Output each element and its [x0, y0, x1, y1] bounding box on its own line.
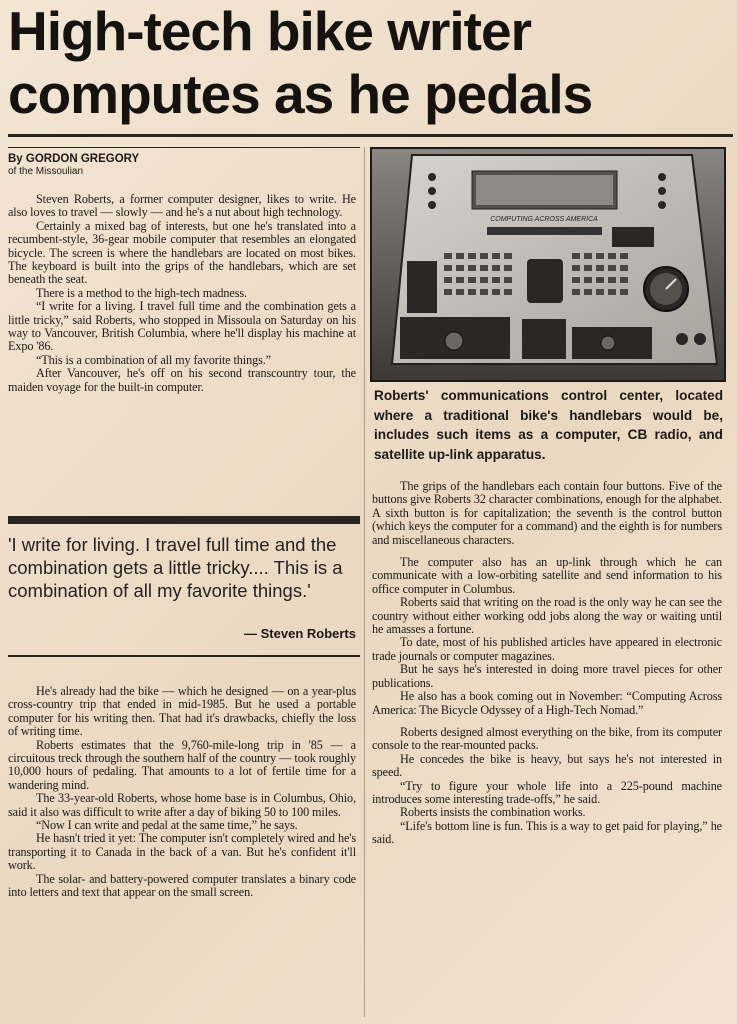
paragraph: He also has a book coming out in November: “Computing Across America: The Bicycle Odyssey of a High-Tech Nomad.”	[372, 689, 722, 717]
paragraph: He hasn't tried it yet: The computer isn't completely wired and he's transporting it to Canada in the back of a van. But he's confident it'll work.	[8, 831, 356, 873]
paragraph: Roberts estimates that the 9,760-mile-long trip in '85 — a circuitous treck through the southern half of the country — took roughly 10,000 hours of pedaling. That amounts to a lot of fertile time for a wandering mind.	[8, 737, 356, 792]
paragraph: The 33-year-old Roberts, whose home base is in Columbus, Ohio, said it also was difficult to write after a day of biking 50 to 100 miles.	[8, 791, 356, 819]
paragraph: “I write for a living. I travel full time and the combination gets a little tricky,” said Roberts, who stopped in Missoula on Saturday on his way to Vancouver, British Columbia, where he'll display his machine at Expo '86.	[8, 299, 356, 354]
paragraph: “This is a combination of all my favorite things.”	[36, 352, 271, 367]
column-1-top	[8, 193, 356, 394]
paragraph: “Life's bottom line is fun. This is a way to get paid for playing,” he said.	[372, 818, 722, 847]
paragraph: Roberts designed almost everything on the bike, from its computer console to the rear-mounted packs.	[372, 724, 722, 753]
paragraph: Roberts said that writing on the road is the only way he can see the country without either working odd jobs along the way or waiting until he amasses a fortune.	[372, 595, 722, 637]
paragraph: He concedes the bike is heavy, but says he's not interested in speed.	[372, 751, 722, 780]
pull-quote-bottom-rule	[8, 655, 360, 657]
paragraph: The grips of the handlebars each contain four buttons. Five of the buttons give Roberts 32 character combinations, enough for the alphabet. A sixth button is for capitalization; the seventh is the control button (which keys the computer for a command) and the eighth is for numbers and miscellaneous characters.	[372, 479, 722, 547]
photo-caption: Roberts' communications control center, located where a traditional bike's handlebars would be, includes such items as a computer, CB radio, and satellite up-link apparatus.	[374, 388, 723, 462]
paragraph: After Vancouver, he's off on his second transcountry tour, the maiden voyage for the built-in computer.	[8, 366, 356, 394]
column-2	[372, 480, 722, 847]
paragraph: The computer also has an up-link through which he can communicate with a low-orbiting satellite and send information to his office computer in Columbus.	[372, 555, 722, 596]
byline-rule	[8, 147, 360, 148]
paragraph: Roberts insists the combination works.	[400, 805, 586, 820]
pull-quote: 'I write for living. I travel full time and the combination gets a little tricky.... This is a combination of all my favorite things.'	[8, 534, 343, 601]
headline: High-tech bike writer computes as he pedals	[8, 0, 593, 125]
pull-quote-top-bar	[8, 516, 360, 524]
paragraph: Certainly a mixed bag of interests, but one he's translated into a recumbent-style, 36-gear mobile computer that resembles an elongated bicycle. The screen is where the handlebars are located on most bikes. The keyboard is built into the grips of the handlebars, which are set beneath the seat.	[8, 218, 356, 287]
console-illustration	[372, 149, 724, 380]
paragraph: Steven Roberts, a former computer designer, likes to write. He also loves to travel — slowly — and he's a nut about high technology.	[8, 192, 356, 220]
paragraph: “Now I can write and pedal at the same time,” he says.	[36, 818, 298, 833]
paragraph: “Try to figure your whole life into a 225-pound machine introduces some interesting trade-offs,” he said.	[372, 778, 722, 806]
paragraph: To date, most of his published articles have appeared in electronic trade journals or computer magazines.	[372, 635, 722, 663]
panel-label: COMPUTING ACROSS AMERICA	[490, 216, 598, 223]
paragraph: The solar- and battery-powered computer translates a binary code into letters and text that appear on the small screen.	[8, 871, 356, 900]
paragraph: There is a method to the high-tech madness.	[36, 285, 247, 300]
paragraph: He's already had the bike — which he designed — on a year-plus cross-country trip that ended in mid-1985. But he used a portable computer for his writing then. That had it's drawbacks, chiefly the loss of writing time.	[8, 684, 356, 739]
console-photo	[370, 147, 726, 382]
column-divider	[364, 147, 365, 1017]
column-1-bottom	[8, 685, 356, 900]
byline-affiliation: of the Missoulian	[8, 166, 84, 177]
pull-quote-attribution: — Steven Roberts	[244, 626, 356, 641]
byline: By GORDON GREGORY	[8, 153, 140, 165]
paragraph: But he says he's interested in doing more travel pieces for other publications.	[372, 662, 722, 690]
headline-rule	[8, 134, 733, 137]
